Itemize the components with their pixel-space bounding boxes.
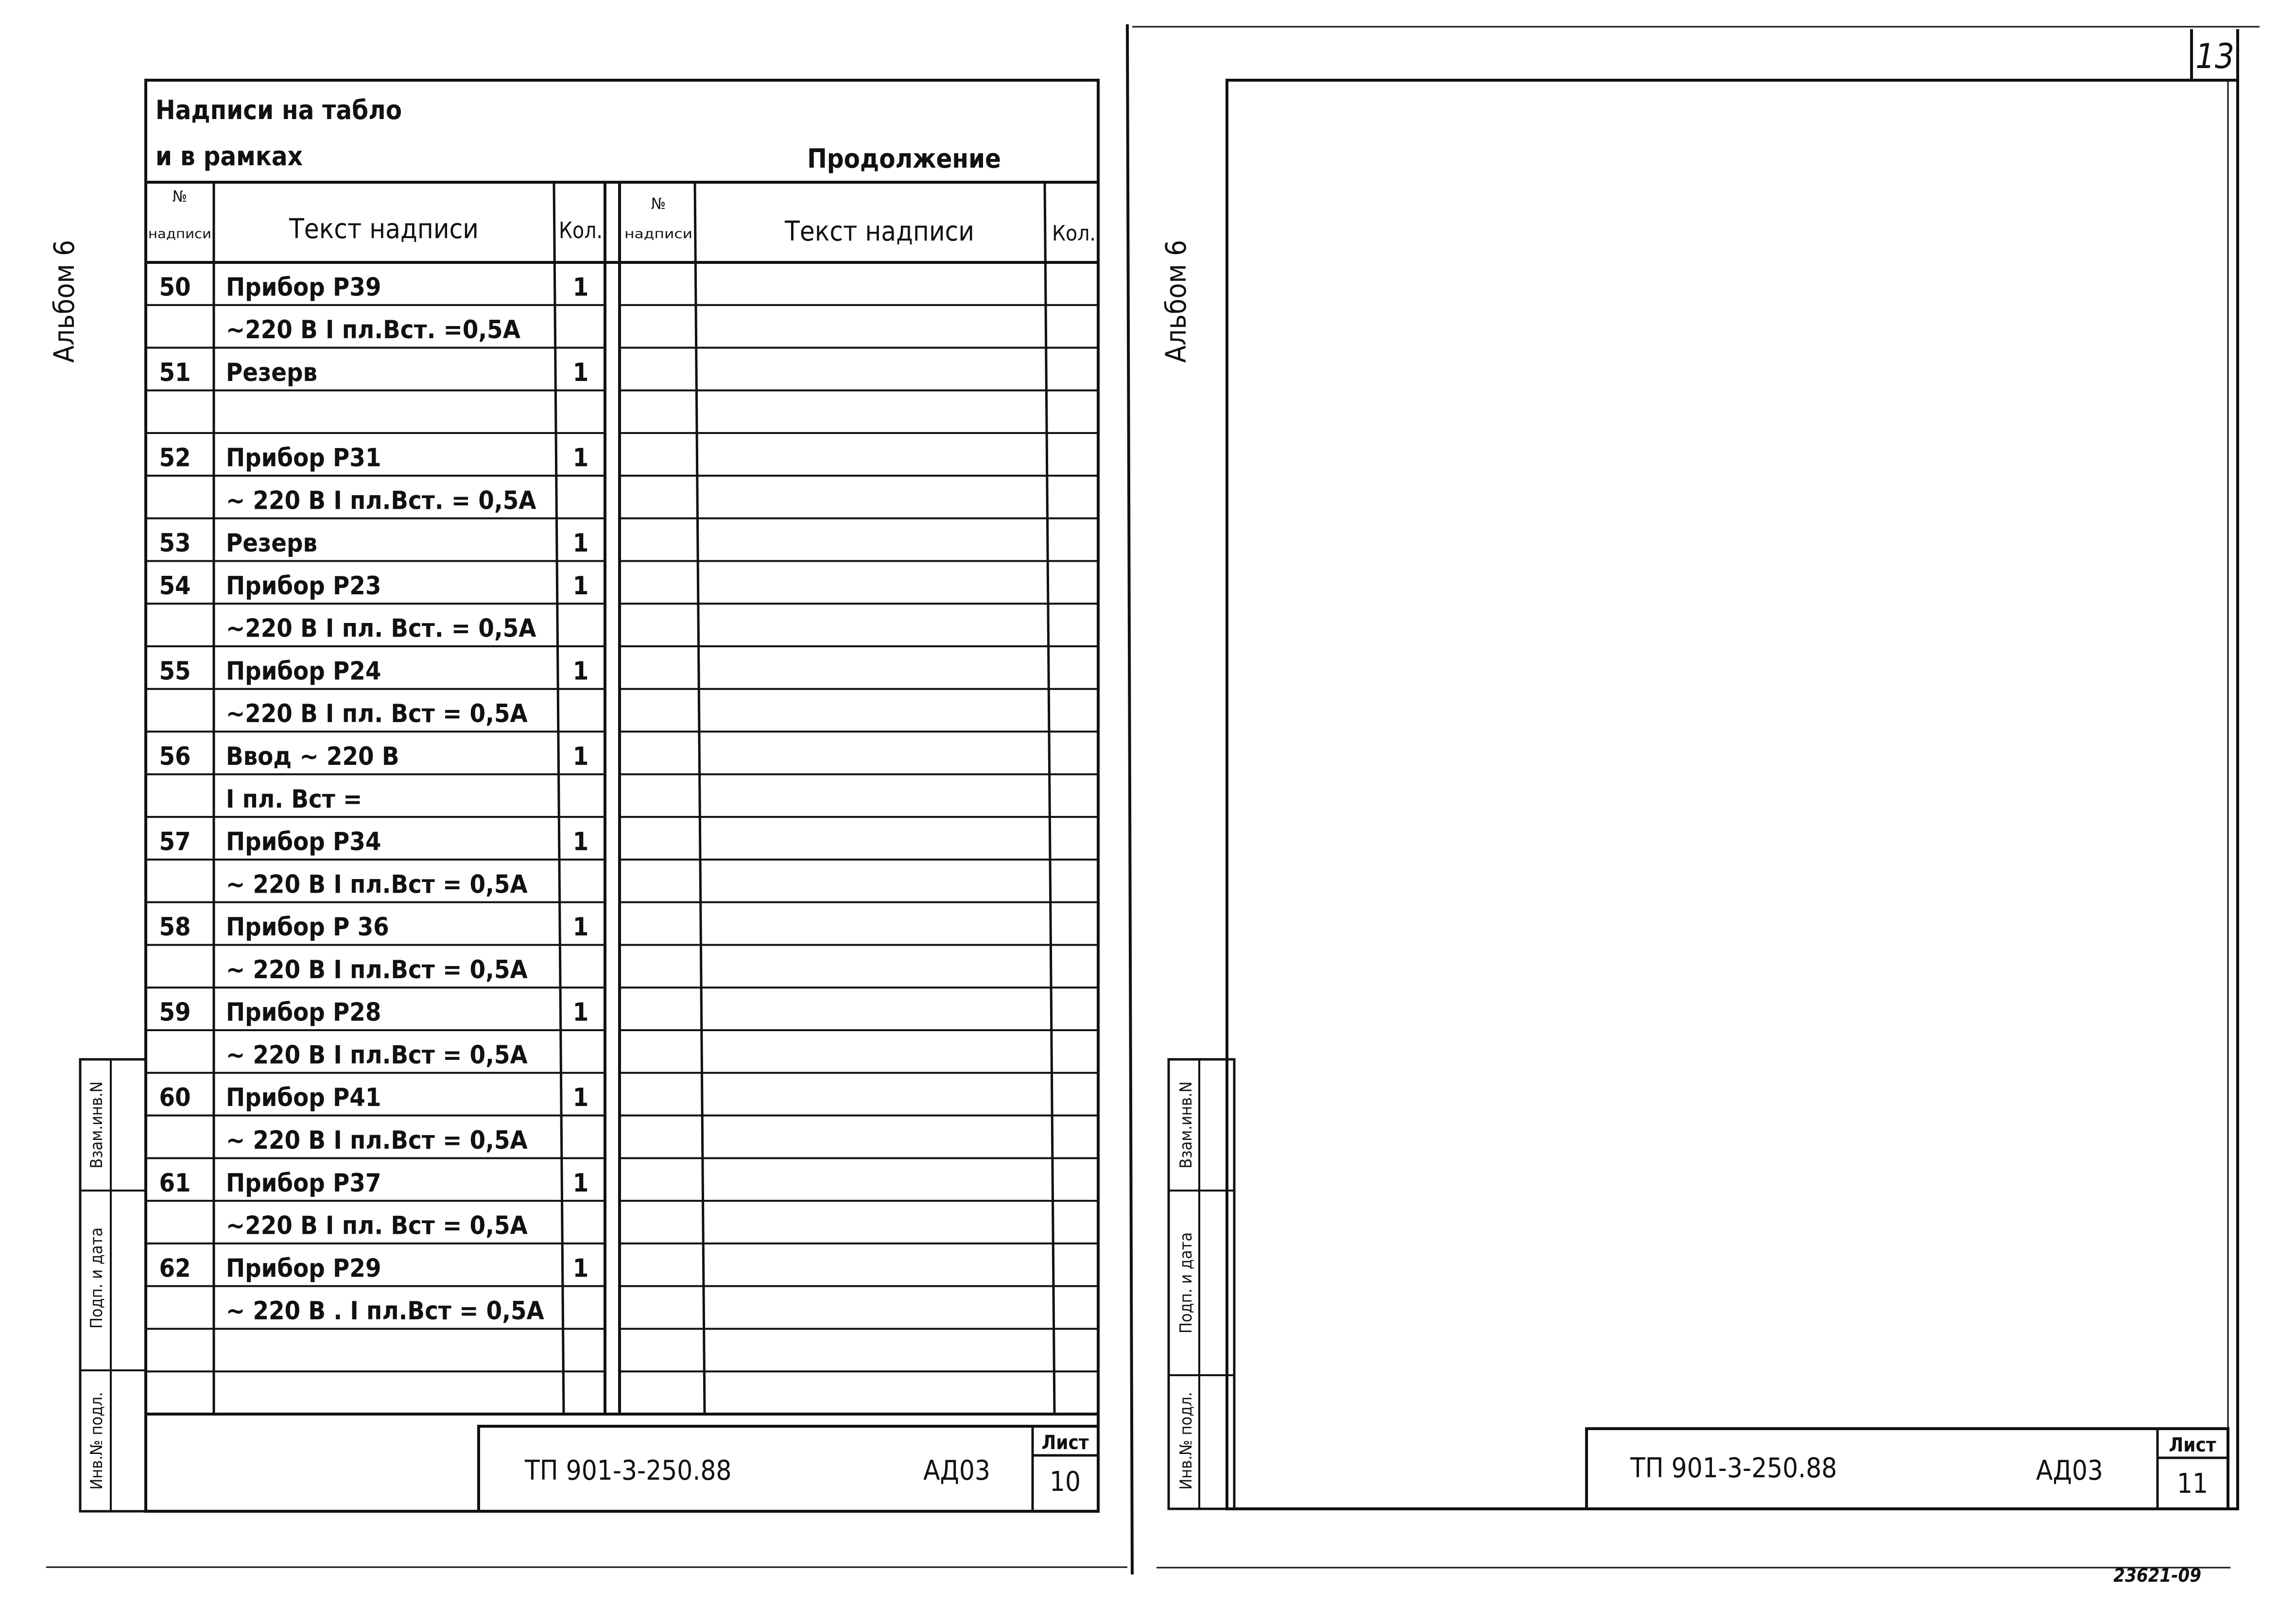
row-qty: 1 bbox=[572, 913, 589, 942]
left-stamp-sheet-number: 10 bbox=[1049, 1466, 1081, 1498]
row-text: Прибор Р41 bbox=[226, 1083, 381, 1113]
header-no2: № bbox=[651, 194, 666, 213]
row-text: ~ 220 В . I пл.Вст = 0,5А bbox=[226, 1296, 544, 1326]
header-qty2: Кол. bbox=[1052, 221, 1096, 246]
row-number: 54 bbox=[159, 571, 191, 601]
left-margin-inv: Инв.№ подл. bbox=[87, 1392, 106, 1490]
header-qty: Кол. bbox=[559, 217, 603, 243]
row-qty: 1 bbox=[572, 1083, 589, 1113]
row-text: ~ 220 В I пл.Вст = 0,5А bbox=[226, 1126, 528, 1156]
header-no: № bbox=[173, 187, 187, 206]
row-text: Прибор Р37 bbox=[226, 1168, 381, 1198]
row-text: ~220 В I пл.Вст. =0,5А bbox=[226, 315, 520, 345]
right-stamp-code: ТП 901-3-250.88 bbox=[1630, 1452, 1837, 1484]
row-text: Прибор Р28 bbox=[226, 998, 381, 1027]
left-stamp-album: АД03 bbox=[923, 1455, 990, 1486]
right-margin-inv: Инв.№ подл. bbox=[1176, 1392, 1196, 1490]
header-text2: Текст надписи bbox=[784, 216, 975, 247]
left-table-rows bbox=[159, 273, 588, 1326]
left-stamp-code: ТП 901-3-250.88 bbox=[525, 1455, 732, 1486]
left-margin-podp: Подп. и дата bbox=[87, 1227, 106, 1329]
col-num2-divider bbox=[695, 182, 705, 1414]
row-qty: 1 bbox=[572, 998, 589, 1027]
row-text: ~ 220 В I пл.Вст = 0,5А bbox=[226, 1040, 528, 1070]
row-qty: 1 bbox=[572, 1254, 589, 1283]
left-margin-zam: Взам.инв.N bbox=[87, 1081, 106, 1169]
right-sheet bbox=[1159, 29, 2238, 1509]
row-qty: 1 bbox=[572, 443, 589, 473]
row-text: Прибор Р29 bbox=[226, 1254, 381, 1283]
right-margin-zam: Взам.инв.N bbox=[1176, 1081, 1196, 1169]
row-number: 58 bbox=[159, 913, 191, 942]
row-qty: 1 bbox=[572, 1168, 589, 1198]
row-text: I пл. Вст = bbox=[226, 784, 363, 814]
row-text: Прибор Р39 bbox=[226, 273, 381, 302]
row-text: Резерв bbox=[226, 358, 318, 388]
row-qty: 1 bbox=[572, 657, 589, 686]
page-number: 13 bbox=[2195, 36, 2235, 76]
footer-code: 23621-09 bbox=[2113, 1565, 2201, 1586]
row-text: ~ 220 В I пл.Вст = 0,5А bbox=[226, 955, 528, 985]
row-qty: 1 bbox=[572, 742, 589, 772]
right-stamp-sheet-label: Лист bbox=[2169, 1434, 2216, 1456]
col-qty-divider bbox=[554, 182, 564, 1414]
left-album-label: Альбом 6 bbox=[48, 240, 81, 363]
continuation-label: Продолжение bbox=[807, 143, 1001, 174]
right-frame bbox=[1227, 80, 2238, 1509]
row-text: Прибор Р 36 bbox=[226, 913, 389, 942]
row-qty: 1 bbox=[572, 358, 589, 388]
header-text: Текст надписи bbox=[289, 213, 479, 245]
row-number: 62 bbox=[159, 1254, 191, 1283]
header-no-sub: надписи bbox=[148, 226, 211, 242]
col-qty2-divider bbox=[1045, 182, 1054, 1414]
row-text: ~220 В I пл. Вст = 0,5А bbox=[226, 699, 528, 729]
row-number: 57 bbox=[159, 827, 191, 857]
right-margin-podp: Подп. и дата bbox=[1176, 1232, 1196, 1334]
table-title-line2: и в рамках bbox=[155, 141, 303, 172]
row-number: 56 bbox=[159, 742, 191, 772]
right-album-label: Альбом 6 bbox=[1159, 240, 1192, 363]
left-sheet bbox=[48, 80, 1098, 1511]
row-text: ~220 В I пл. Вст = 0,5А bbox=[226, 1211, 528, 1241]
row-qty: 1 bbox=[572, 571, 589, 601]
right-stamp-album: АД03 bbox=[2036, 1455, 2103, 1486]
row-qty: 1 bbox=[572, 273, 589, 302]
row-text: Прибор Р34 bbox=[226, 827, 381, 857]
left-stamp-sheet-label: Лист bbox=[1041, 1432, 1089, 1454]
row-qty: 1 bbox=[572, 827, 589, 857]
row-number: 61 bbox=[159, 1168, 191, 1198]
row-number: 52 bbox=[159, 443, 191, 473]
row-number: 60 bbox=[159, 1083, 191, 1113]
row-number: 53 bbox=[159, 529, 191, 558]
table-title-line1: Надписи на табло bbox=[155, 95, 402, 125]
row-number: 50 bbox=[159, 273, 191, 302]
row-text: Ввод ~ 220 В bbox=[226, 742, 399, 772]
row-text: ~ 220 В I пл.Вст = 0,5А bbox=[226, 870, 528, 899]
right-stamp-sheet-number: 11 bbox=[2176, 1468, 2209, 1500]
row-text: Прибор Р31 bbox=[226, 443, 381, 473]
row-text: Резерв bbox=[226, 529, 318, 558]
row-text: ~220 В I пл. Вст. = 0,5А bbox=[226, 614, 536, 643]
row-number: 51 bbox=[159, 358, 191, 388]
header-no2-sub: надписи bbox=[624, 226, 692, 242]
row-text: ~ 220 В I пл.Вст. = 0,5А bbox=[226, 486, 536, 516]
row-qty: 1 bbox=[572, 529, 589, 558]
row-text: Прибор Р23 bbox=[226, 571, 381, 601]
row-text: Прибор Р24 bbox=[226, 657, 381, 686]
row-number: 55 bbox=[159, 657, 191, 686]
sheet-divider bbox=[1127, 24, 1132, 1574]
row-number: 59 bbox=[159, 998, 191, 1027]
